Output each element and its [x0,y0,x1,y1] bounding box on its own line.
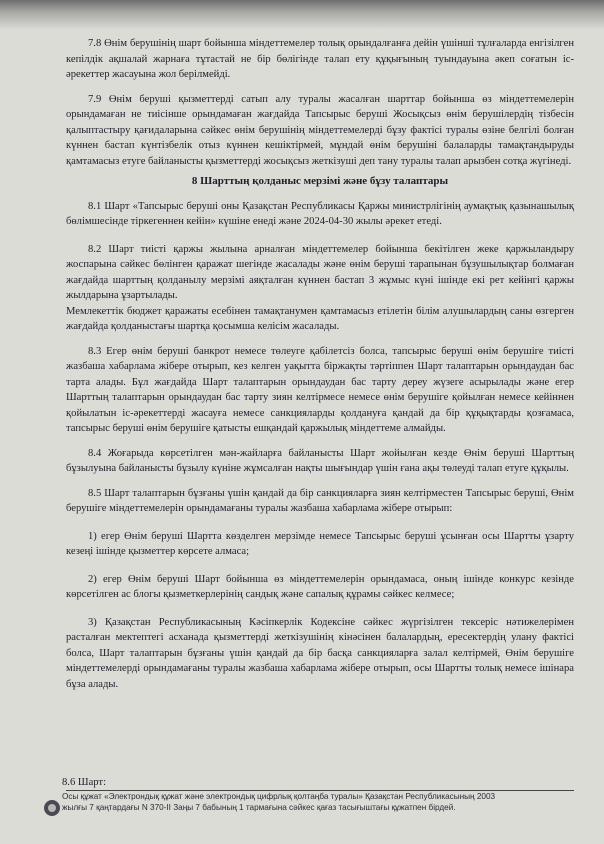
list-item-2: 2) егер Өнім беруші Шарт бойынша өз міндеттемелерін орындамаса, оның ішінде конкурс кезінде көрсетілген ас блогы қызметкерлерінің сандық және сапалық құрамы сәйкес келмесе; [66,573,574,600]
paragraph-8-3: 8.3 Егер өнім беруші банкрот немесе төлеуге қабілетсіз болса, тапсырыс беруші өнім берушіге тиісті жазбаша хабарлама жібере отырып, кез келген уақытта біржақты тәртіппен Шарт талаптарын орындаудан бас тарта алады. Бұл жағдайда Шарт талаптарын орындаудан бас тарту дереу жүзеге асырылады және егер Шарттың талаптарын орындаудан бас тарту зиян келтірмесе немесе өнім берушіге қойылған немесе кейіннен қойылатын іс-әрекеттерді жасауға немесе санкцияларды қолдануға қандай да бір құқықтарды қозғамаса, тапсырыс беруші өнім берушіге қатысты ешқандай қаржылық міндеттеме алмайды. [66,345,574,434]
paragraph-8-6: 8.6 Шарт: [62,777,107,788]
list-item-1: 1) егер Өнім беруші Шартта көзделген мерзімде немесе Тапсырыс беруші ұсынған осы Шартты ұзарту кезеңі ішінде қызметтер көрсете алмаса; [66,530,574,557]
paragraph-7-8: 7.8 Өнім берушінің шарт бойынша міндеттемелер толық орындалғанға дейін үшінші тұлғаларда енгізілген кепілдік ақшалай жарнаға тұтастай не бір бөлігінде талап ету құқығының туындауына әкеп соғатын іс-әрекеттер жасауына жол берілмейді. [66,38,574,80]
footer-divider [66,790,574,791]
paragraph-7-9: 7.9 Өнім беруші қызметтерді сатып алу туралы жасалған шарттар бойынша өз міндеттемелерін орындамаған не тиісінше орындамаған жағдайда Тапсырыс беруші Жосықсыз өнім берушілердің тізбесін қалыптастыру қағидаларына сәйкес өнім берушінің міндеттемелерді бұзу фактісі туралы өзіне белгілі болған күннен бастап күнтізбелік отыз күннен кешіктірмей, мұндай өнім берушіні балаларды тамақтандыруды қамтамасыз етуге байланысты қызметтерді жосықсыз жеткізуші деп тану туралы талап арызбен сотқа жүгінеді. [66,93,574,167]
paragraph-8-1: 8.1 Шарт «Тапсырыс беруші оны Қазақстан Республикасы Қаржы министрлігінің аумақтық қазынашылық бөлімшесінде тіркегеннен кейін» күшіне енеді және 2024-04-30 жылы әрекет етеді. [66,200,574,227]
page-top-shadow [0,0,604,30]
section-8-heading: 8 Шарттың қолданыс мерзімі және бұзу талаптары [191,175,449,187]
list-item-3: 3) Қазақстан Республикасының Кәсіпкерлік Кодексіне сәйкес жүргізілген тексеріс нәтижелерімен расталған мектептегі асханада қызметтерді жеткізушінің кінәсінен балалардың, ересектердің улану фактісі болса, Шарт талаптарын бұзғаны үшін қандай да бір басқа санкцияларға залал келтірмей, Өнім берушіге міндеттемелерді орындамағаны туралы жазбаша хабарлама жібере отырып, осы Шартты толық немесе ішінара бұза алады. [66,616,574,690]
document-seal-icon [44,800,60,816]
paragraph-8-2-continued: Мемлекеттік бюджет қаражаты есебінен тамақтанумен қамтамасыз етілетін білім алушылардың саны өзгерген жағдайда қолданыстағы шартқа қосымша келісім жасалады. [66,305,574,332]
paragraph-8-5: 8.5 Шарт талаптарын бұзғаны үшін қандай да бір санкцияларға зиян келтірместен Тапсырыс беруші, Өнім берушіге міндеттемелерін орындамағаны туралы жазбаша хабарлама жібере отырып: [66,487,574,514]
paragraph-8-4: 8.4 Жоғарыда көрсетілген мән-жайларға байланысты Шарт жойылған кезде Өнім беруші Шарттың бұзылуына байланысты бұзылу күніне жұмсалған нақты шығындар үшін ғана ақы төлеуді талап етуге құқылы. [66,447,574,474]
paragraph-8-2: 8.2 Шарт тиісті қаржы жылына арналған міндеттемелер бойынша бекітілген жеке қаржыландыру жоспарына сәйкес бөлінген қаражат шегінде жасалады және өнім беруші тарапынан бұзушылықтар болмаған жағдайда шарттың қолданылу мерзімі аяқталған күннен бастап 3 жұмыс күні ішінде екі рет кейінгі қаржы жылдарына ұзартылады. [66,243,574,301]
document-body [66,36,574,692]
footer-note: Осы құжат «Электрондық құжат және электрондық цифрлық қолтаңба туралы» Қазақстан Республикасының 2003 жылғы 7 қаңтардағы N 370-II Заңы 7 бабының 1 тармағына сәйкес қағаз тасығыштағы құжатпен бірдей. [62,792,496,812]
